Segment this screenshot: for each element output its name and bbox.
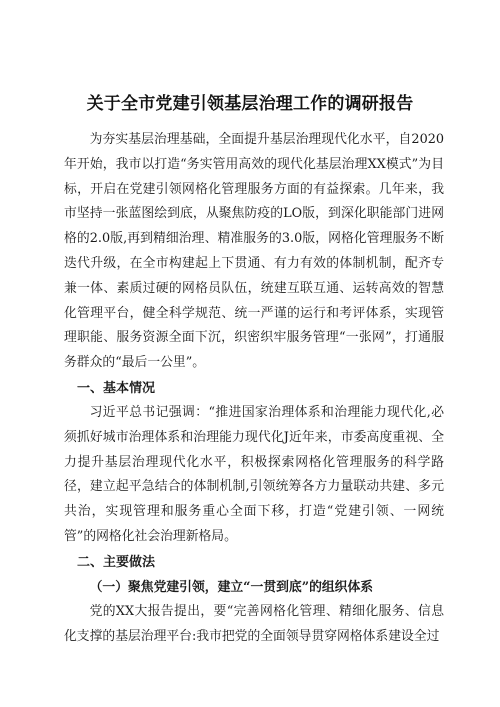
section-heading-basic-situation: 一、基本情况 — [77, 380, 156, 396]
party-leadership-paragraph: 党的XX大报告提出，要“完善网格化管理、精细化服务、信息化支撑的基层治理平台:我市把党的全面领导贯穿网格体系建设全过 — [64, 603, 444, 644]
section-heading-main-practices: 二、主要做法 — [77, 554, 156, 570]
intro-paragraph: 为夯实基层治理基础，全面提升基层治理现代化水平，自2020年开始，我市以打造“务实管用高效的现代化基层治理XX模式”为目标，开启在党建引领网格化管理服务方面的有益探索。几年来，我市坚持一张蓝图绘到底，从聚焦防疫的LO版，到深化职能部门进网格的2.0版,再到精细治理、精准服务的3.0版，网格化管理服务不断迭代升级，在全市构建起上下贯通、有力有效的体制机制，配齐专兼一体、素质过硬的网格员队伍，统建互联互通、运转高效的智慧化管理平台，健全科学规范、统一严谨的运行和考评体系，实现管理职能、服务资源全面下沉，织密织牢服务管理“一张网”，打通服务群众的“最后一公里”。 — [64, 132, 444, 371]
basic-situation-paragraph: 习近平总书记强调：“推进国家治理体系和治理能力现代化,必须抓好城市治理体系和治理能力现代化J近年来，市委高度重视、全力提升基层治理现代化水平，积极探索网格化管理服务的科学路径，建立起平急结合的体制机制,引领统筹各方力量联动共建、多元共治，实现管理和服务重心全面下移，打造“党建引领、一网统管”的网格化社会治理新格局。 — [64, 404, 444, 544]
subsection-heading-party-leadership: （一）聚焦党建引领，建立“一贯到底”的组织体系 — [89, 579, 374, 595]
document-body — [64, 128, 444, 649]
document-title: 关于全市党建引领基层治理工作的调研报告 — [86, 94, 414, 114]
